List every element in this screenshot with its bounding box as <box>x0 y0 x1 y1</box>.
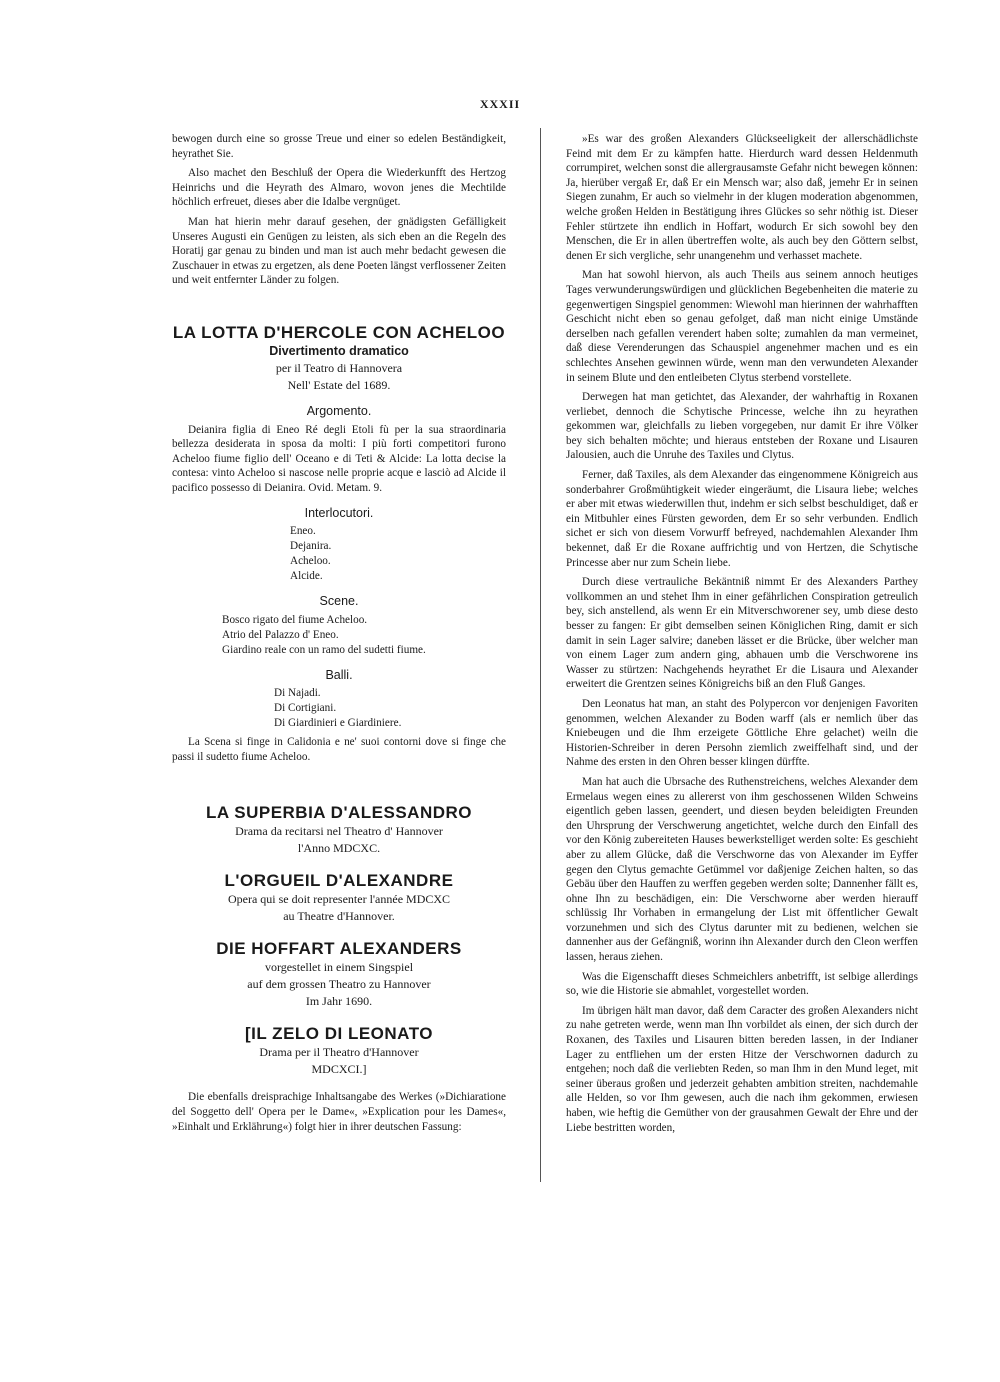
lotta-closing: La Scena si finge in Calidonia e ne' suoi contorni dove si finge che passi il sudetto fiume Acheloo. <box>172 736 506 763</box>
body-paragraph: Man hat sowohl hiervon, als auch Theils aus seinem annoch heutiges Tages verwunderungswürdigen und glücklichen Begebenheiten die materie zu gegenwertigen Singspiel genommen: Wiewohl man hierinnen der wahrhafften Geschicht nicht eben so genau gefolget, daß man nicht einige Umstände derselben nach gefallen verendert haben solte; zumahlen da man vermeinet, daß diese Verenderungen das Schauspiel angenehmer machen und es ein schlechtes Ansehen gewinnen würde, wenn man den verwundeten Alexander in seinem Blute und den entleibeten Clytus sterbend vorstellete. <box>566 269 918 384</box>
argomento-heading: Argomento. <box>306 403 372 418</box>
body-paragraph: »Es war des großen Alexanders Glückseeligkeit der allerschädlichste Feind mit dem Er zu kämpfen hatte. Hierdurch ward dessen Heldenmuth corrumpiret, welchen sonst die allergrausamste Gefahr nicht bewegen können: Ja, hierüber vergaß Er, daß Er ein Mensch war; also daß, jemehr Er in seinen Siegen zunahm, Er auch so vielmehr in der klugen moderation abgenommen, welche großen Helden in Bestätigung ihres Glückes so sehr nöthig ist. Dieser Fehler stürtzete ihn endlich in Hoffart, wodurch Er sich sowohl bey den Menschen, die Er in allen übertreffen wolte, als auch bey den Göttern selbst, denen Er sich vergliche, sehr unangenehm und verhasset machete. <box>566 133 918 262</box>
body-paragraph: Man hat auch die Ubrsache des Ruthenstreichens, welches Alexander dem Ermelaus wegen eines zu allererst von ihm geschossenen Wilden Schweins eigentlich geben lassen, geendert, und diesen beyden beleidigten Freunden den Uhrsprung der Verschwerung angetichtet, welche durch den Einfall des vor den König zubereiteten Hauses bewerkstelliget werden solte: Es geschieht aber zu allem Glücke, daß die Verschworne das von Alexander im Eyffer gegen den Clytus gemachte Getümmel vor daßjenige Zeichen halten, so das Gebäu über den Hauffen zu werffen gegeben werden solte; Dannenher fällt es, ohne Ihn zu beschädigen, ein: Die Verschworne aber werden hierauff schlüssig Ihr Vorhaben in ermangelung der List mit öffentlicher Gewalt vorzunehmen und sich des Clytus darunter mit zu bedienen, welchen sie dannenher aus der Gefängniß, worinn ihn Alexander durch den Cleon werffen lassen, heraus ziehen. <box>566 775 918 964</box>
body-paragraph: Was die Eigenschafft dieses Schmeichlers anbetrifft, ist selbige allerdings so, wie die Historie sie abmahlet, vorgestellet worden. <box>566 970 918 998</box>
left-column <box>172 132 506 1139</box>
zelo-title: [IL ZELO DI LEONATO <box>245 1024 433 1044</box>
balli-heading: Balli. <box>325 667 353 682</box>
zelo-line1: Drama per il Theatro d'Hannover <box>259 1045 419 1060</box>
column-divider <box>540 128 541 1182</box>
list-item: Di Cortigiani. <box>274 702 337 715</box>
superbia-line2: l'Anno MDCXC. <box>297 841 381 856</box>
hoffart-title: DIE HOFFART ALEXANDERS <box>216 939 462 959</box>
list-item: Acheloo. <box>290 555 331 568</box>
list-item: Bosco rigato del fiume Acheloo. <box>222 613 368 626</box>
superbia-title: LA SUPERBIA D'ALESSANDRO <box>205 803 473 823</box>
intro-paragraph: Also machet den Beschluß der Opera die Wiederkunfft des Hertzog Heinrichs und die Heyrath des Almaro, wovon jenes die Mechtilde höchlich erfreuet, dieses aber die Idalbe vergnüget. <box>172 167 506 209</box>
body-paragraph: Durch diese vertrauliche Bekäntniß nimmt Er des Alexanders Parthey vollkommen an und stehet Ihm in einer gefährlichen Conspiration getreulich bey, sich anstellend, als wenn Er ein Mitverschworener sey, umb diese desto besser zu fangen: Er gibt demselben seinen Königlichen Ring, damit er sich damit in sein Lager salvire; daneben lässet er die Brücke, über welcher man von einem Lager zum andern ging, abhauen umb die Verschworene ins Wasser zu stürtzen: Nachgehends heyrathet Er die Lisaura und Alexander erweitert die Grentzen seines Königreichs biß an den Fluß Ganges. <box>566 576 918 691</box>
argomento-text: Deianira figlia di Eneo Ré degli Etoli fù per la sua straordinaria bellezza desiderata in sposa da molti: I più forti competitori furono Acheloo fiume figlio dell' Oceano e di Teti & Alcide: La lotta decise la contesa: vinto Acheloo si nascose nelle proprie acque e lasciò ad Alcide il pacifico possesso di Deianira. Ovid. Metam. 9. <box>172 423 506 494</box>
hoffart-line2: auf dem grossen Theatro zu Hannover <box>247 977 431 992</box>
lotta-subtitle: Divertimento dramatico <box>269 343 409 358</box>
list-item: Giardino reale con un ramo del sudetti fiume. <box>222 643 426 656</box>
hoffart-line1: vorgestellet in einem Singspiel <box>264 960 414 975</box>
list-item: Di Najadi. <box>274 687 321 700</box>
lotta-title: LA LOTTA D'HERCOLE CON ACHELOO <box>172 322 506 342</box>
right-column <box>566 132 918 1140</box>
list-item: Di Giardinieri e Giardiniere. <box>274 717 402 730</box>
orgueil-line1: Opera qui se doit representer l'année MDCXC <box>227 892 451 907</box>
lotta-line1: per il Teatro di Hannovera <box>275 360 403 375</box>
intro-paragraph: Man hat hierin mehr darauf gesehen, der gnädigsten Gefälligkeit Unseres Augusti ein Genügen zu leisten, als sich eben an die Regeln des Horatij gar genau zu binden und man ist auch mehr bedacht gewesen die Zuschauer in etwas zu ergetzen, als dene Poeten längst verflossener Zeiten und weit entfernter Länder zu folgen. <box>172 215 506 287</box>
scene-heading: Scene. <box>319 594 359 609</box>
list-item: Eneo. <box>290 525 316 538</box>
list-item: Alcide. <box>290 570 323 583</box>
interlocutori-heading: Interlocutori. <box>304 505 374 520</box>
intro-paragraph: bewogen durch eine so grosse Treue und einer so edelen Beständigkeit, heyrathet Sie. <box>172 133 506 160</box>
hoffart-line3: Im Jahr 1690. <box>305 994 373 1009</box>
page-number: XXXII <box>479 97 521 111</box>
superbia-line1: Drama da recitarsi nel Theatro d' Hannover <box>235 824 443 839</box>
lotta-line2: Nell' Estate del 1689. <box>287 377 391 392</box>
list-item: Dejanira. <box>290 540 332 553</box>
body-paragraph: Derwegen hat man getichtet, das Alexander, der wahrhaftig in Roxanen verliebet, dennoch die Schytische Princesse, welche ihn zu heyrathen gekommen war, gleichfalls zu lieben vorgegeben, nur damit Er ihre Völker bey sich behalten möchte; und hieraus entsteben der Roxane und Lisauren Jalousien, auch die Unruhe des Taxiles und Clytus. <box>566 391 918 462</box>
body-paragraph: Im übrigen hält man davor, daß dem Caracter des großen Alexanders nicht zu nahe getreten werde, wenn man Ihn vorbildet als einen, der sich durch der Roxanen, des Taxiles und Lisauren bitten bereden lassen, in der Indianer Lager zu entfliehen um der ersten Hitze der Verschwornen dadurch zu entgehen; noch daß die verliebten Reden, so man Ihm in den Mund leget, mit seiner überaus großen und jederzeit gehabten ambition streiten, nachdemahle alle Helden, so vor Ihm gewesen, auch die nach ihm gekommen, erwiesen haben, wie heftig die Gemüther von der grausahmen Gewalt der Ehre und der Liebe bestritten worden, <box>566 1004 918 1134</box>
orgueil-line2: au Theatre d'Hannover. <box>283 909 395 924</box>
body-paragraph: Den Leonatus hat man, an staht des Polypercon vor denjenigen Favoriten genommen, welchen Alexander zu Boden warff (als er nemlich über das Kniebeugen und die Ihm erzeigete Göttliche Ehre gelachet) weiln die Historien-Schreiber in deren Persohn ziemlich zweiffelhaft sind, und der Nahme des ersten in den Ohren besser klingen dürffte. <box>566 697 918 769</box>
zelo-line2: MDCXCI.] <box>311 1062 367 1077</box>
footer-paragraph: Die ebenfalls dreisprachige Inhaltsangabe des Werkes (»Dichiaratione del Soggetto dell' Opera per le Dame«, »Explication pour les Dames«, »Einhalt und Erklährung«) folgt hier in ihrer deutschen Fassung: <box>172 1091 506 1133</box>
list-item: Atrio del Palazzo d' Eneo. <box>222 628 339 641</box>
body-paragraph: Ferner, daß Taxiles, als dem Alexander das eingenommene Königreich aus sonderbahrer Großmühtigkeit wieder eingeräumt, die Lisaura liebe; welches er aber mit etwas wiederwillen thut, indehm er sich selbst beschuldiget, daß er ein Mitbuhler eines Fürsten geworden, dem Er so sehr verbunden. Endlich sichet er sich von diesem Vorwurff befreyed, nachdemahlen Alexander Ihm bekennet, daß Er die Roxane auffrichtig und von Hertzen, die Schytische Princesse aber nur zum Schein liebe. <box>566 469 918 569</box>
orgueil-title: L'ORGUEIL D'ALEXANDRE <box>224 871 454 891</box>
